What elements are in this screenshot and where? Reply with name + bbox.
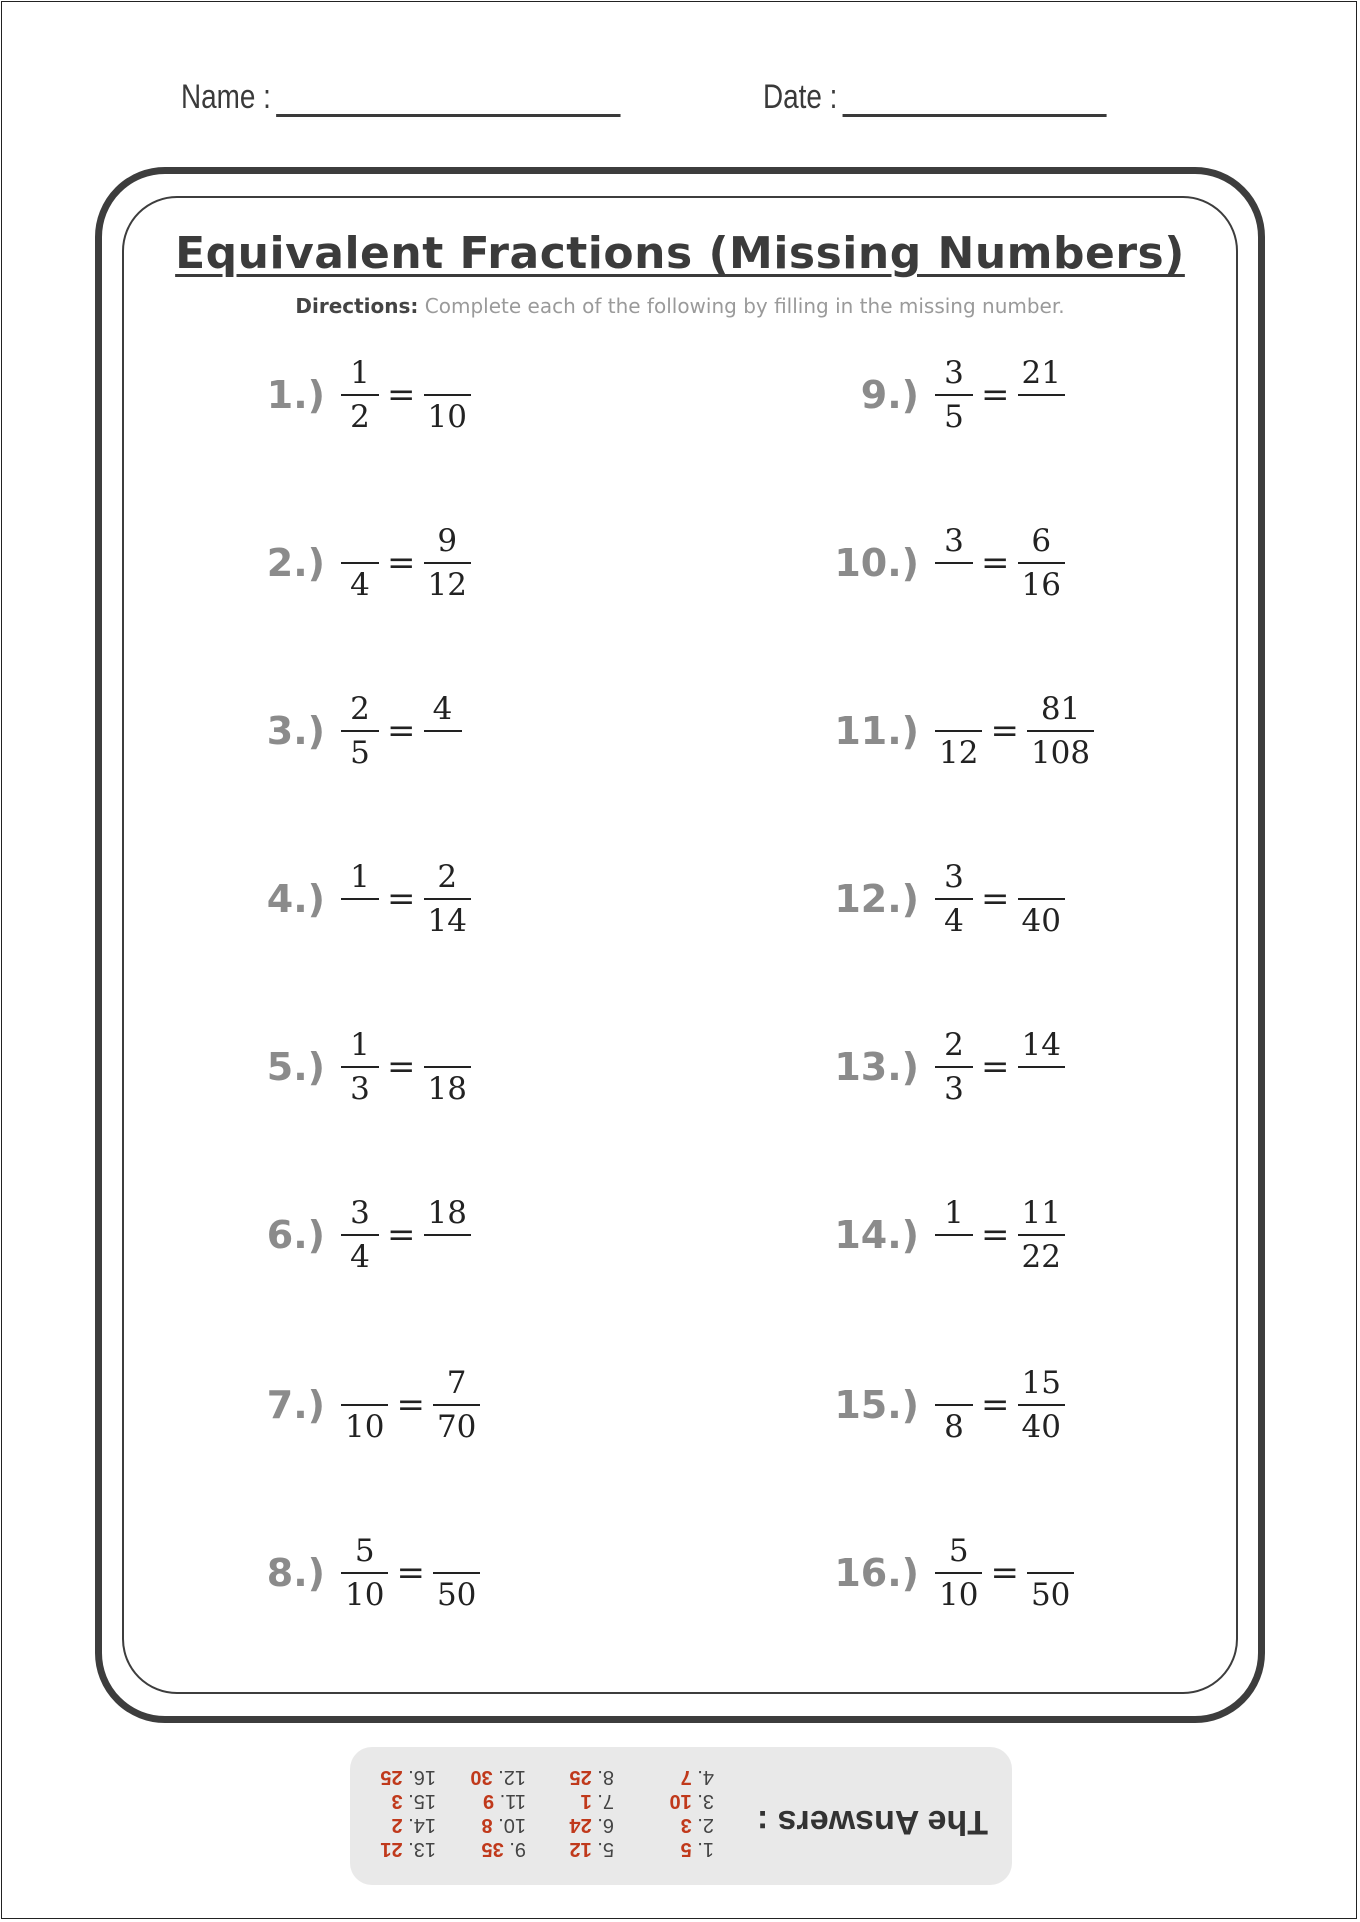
fraction-bar — [424, 394, 471, 396]
problem-number: 11.) — [834, 709, 919, 753]
right-numerator[interactable]: 6 — [1031, 523, 1052, 559]
answer-number: 3. — [697, 1790, 714, 1812]
right-numerator[interactable]: 9 — [437, 523, 458, 559]
directions-text: Complete each of the following by filling in the missing number. — [424, 294, 1065, 318]
fraction-bar — [341, 394, 379, 396]
name-label: Name : — [181, 78, 271, 116]
fraction-bar — [1018, 1066, 1065, 1068]
fraction-bar — [424, 730, 462, 732]
equals-sign: = — [387, 543, 416, 583]
left-denominator[interactable]: 4 — [350, 1239, 370, 1275]
answer-number: 1. — [697, 1838, 714, 1860]
left-numerator[interactable]: 3 — [944, 355, 964, 391]
answer-number: 16. — [408, 1766, 436, 1788]
equals-sign: = — [387, 711, 416, 751]
problem-4 — [266, 844, 471, 954]
answer-number: 5. — [597, 1838, 614, 1860]
answer-value: 24 — [569, 1814, 592, 1836]
right-fraction — [1018, 1026, 1065, 1108]
problem-9 — [860, 340, 1065, 450]
right-fraction — [424, 354, 471, 436]
left-denominator[interactable]: 8 — [944, 1409, 964, 1445]
answer-item — [570, 1765, 615, 1789]
left-fraction — [341, 522, 379, 604]
equals-sign: = — [387, 879, 416, 919]
fraction-bar — [341, 1066, 379, 1068]
right-fraction — [1027, 690, 1094, 772]
equals-sign: = — [396, 1385, 425, 1425]
problem-16 — [834, 1518, 1074, 1628]
right-numerator[interactable] — [428, 354, 466, 392]
left-numerator[interactable]: 3 — [944, 859, 964, 895]
fraction-bar — [1018, 394, 1065, 396]
date-field[interactable] — [763, 78, 1106, 117]
name-field[interactable] — [181, 78, 620, 117]
answer-item — [380, 1789, 436, 1813]
problem-number: 2.) — [266, 541, 325, 585]
answer-number: 10. — [498, 1814, 526, 1836]
right-numerator[interactable] — [1032, 1532, 1070, 1570]
equals-sign: = — [387, 1047, 416, 1087]
right-fraction — [424, 1026, 471, 1108]
right-denominator[interactable]: 40 — [1021, 903, 1061, 939]
right-fraction — [433, 1532, 480, 1614]
answer-item — [380, 1813, 436, 1837]
left-denominator[interactable]: 10 — [345, 1409, 385, 1445]
fraction-bar — [1027, 1572, 1074, 1574]
left-denominator[interactable]: 10 — [939, 1577, 979, 1613]
right-fraction — [1018, 1194, 1065, 1276]
answer-column — [470, 1765, 526, 1861]
fraction-bar — [341, 730, 379, 732]
answer-value: 7 — [680, 1766, 692, 1788]
fraction-bar — [341, 1234, 379, 1236]
equation — [935, 340, 1065, 450]
fraction-bar — [424, 562, 471, 564]
problem-8 — [266, 1518, 480, 1628]
answer-item — [570, 1789, 615, 1813]
right-denominator[interactable]: 50 — [436, 1577, 477, 1613]
equation — [341, 1180, 471, 1290]
fraction-bar — [935, 394, 973, 396]
left-numerator[interactable]: 1 — [350, 859, 370, 895]
answer-number: 8. — [597, 1766, 614, 1788]
answer-value: 30 — [470, 1766, 493, 1788]
problem-5 — [266, 1012, 471, 1122]
right-denominator[interactable]: 22 — [1021, 1239, 1061, 1275]
answer-item — [470, 1813, 526, 1837]
fraction-bar — [424, 898, 471, 900]
answer-number: 2. — [697, 1814, 714, 1836]
problem-14 — [834, 1180, 1065, 1290]
left-fraction — [935, 522, 973, 604]
left-fraction — [935, 1194, 973, 1276]
equation — [341, 1518, 480, 1628]
right-fraction — [1027, 1532, 1074, 1614]
fraction-bar — [424, 1066, 471, 1068]
left-denominator[interactable] — [935, 1238, 973, 1276]
problem-number: 8.) — [266, 1551, 325, 1595]
fraction-bar — [935, 1234, 973, 1236]
problem-number: 7.) — [266, 1383, 325, 1427]
equals-sign: = — [387, 1215, 416, 1255]
equals-sign: = — [981, 375, 1010, 415]
answer-item — [670, 1789, 715, 1813]
problem-number: 5.) — [266, 1045, 325, 1089]
answer-number: 9. — [509, 1838, 526, 1860]
right-numerator[interactable]: 2 — [437, 859, 458, 895]
problem-13 — [834, 1012, 1065, 1122]
answer-number: 7. — [597, 1790, 614, 1812]
right-denominator[interactable]: 12 — [427, 567, 467, 603]
worksheet-inner-frame — [122, 196, 1238, 1694]
answer-value: 3 — [680, 1814, 692, 1836]
left-numerator[interactable]: 2 — [350, 691, 370, 727]
left-numerator[interactable]: 1 — [350, 355, 370, 391]
left-denominator[interactable]: 5 — [350, 735, 370, 771]
equals-sign: = — [990, 711, 1019, 751]
left-fraction — [341, 354, 379, 436]
left-fraction — [341, 1026, 379, 1108]
equation — [935, 1012, 1065, 1122]
right-numerator[interactable]: 11 — [1021, 1195, 1061, 1231]
fraction-bar — [935, 730, 982, 732]
answer-number: 4. — [697, 1766, 714, 1788]
problem-2 — [266, 508, 471, 618]
answer-number: 13. — [408, 1838, 436, 1860]
equation — [935, 1350, 1065, 1460]
right-numerator[interactable]: 21 — [1021, 355, 1061, 391]
right-numerator[interactable] — [438, 1532, 476, 1570]
right-fraction — [1018, 354, 1065, 436]
directions-label: Directions: — [295, 294, 419, 318]
equation — [341, 1012, 471, 1122]
fraction-bar — [935, 1572, 982, 1574]
answer-column — [380, 1765, 436, 1861]
answer-value: 3 — [391, 1790, 403, 1812]
problem-number: 4.) — [266, 877, 325, 921]
answer-item — [380, 1765, 436, 1789]
answer-value: 9 — [482, 1790, 495, 1812]
left-fraction — [935, 354, 973, 436]
answer-value: 2 — [391, 1814, 403, 1836]
equals-sign: = — [981, 879, 1010, 919]
fraction-bar — [935, 562, 973, 564]
problem-number: 3.) — [266, 709, 325, 753]
right-numerator[interactable]: 18 — [427, 1195, 467, 1231]
answer-value: 8 — [481, 1814, 493, 1836]
answer-item — [470, 1789, 526, 1813]
answer-number: 6. — [597, 1814, 614, 1836]
answer-item — [570, 1813, 615, 1837]
left-numerator[interactable]: 3 — [350, 1195, 370, 1231]
answer-item — [670, 1813, 715, 1837]
answer-value: 1 — [580, 1790, 592, 1812]
problem-number: 9.) — [860, 373, 919, 417]
left-denominator[interactable]: 3 — [944, 1071, 964, 1107]
answer-value: 25 — [380, 1766, 403, 1788]
left-fraction — [341, 690, 379, 772]
equation — [935, 844, 1065, 954]
left-numerator[interactable]: 2 — [944, 1027, 964, 1063]
right-numerator[interactable] — [1022, 858, 1060, 896]
left-denominator[interactable]: 12 — [939, 735, 979, 771]
right-denominator[interactable]: 16 — [1021, 567, 1061, 603]
right-denominator[interactable]: 50 — [1030, 1577, 1071, 1613]
right-denominator[interactable]: 108 — [1030, 735, 1091, 771]
equation — [341, 1350, 480, 1460]
answer-value: 25 — [569, 1766, 592, 1788]
right-fraction — [424, 858, 471, 940]
left-numerator[interactable] — [940, 690, 978, 728]
left-denominator[interactable]: 10 — [345, 1577, 385, 1613]
problem-number: 14.) — [834, 1213, 919, 1257]
equation — [341, 340, 471, 450]
equation — [341, 676, 462, 786]
answer-number: 11. — [499, 1790, 526, 1812]
fraction-bar — [424, 1234, 471, 1236]
right-denominator[interactable] — [424, 734, 462, 772]
fraction-bar — [341, 1404, 388, 1406]
left-denominator[interactable]: 4 — [944, 903, 964, 939]
answer-item — [470, 1765, 526, 1789]
answer-number: 15. — [408, 1790, 436, 1812]
answer-value: 21 — [380, 1838, 403, 1860]
right-numerator[interactable]: 15 — [1021, 1365, 1061, 1401]
date-line[interactable] — [842, 84, 1106, 117]
answer-column — [670, 1765, 715, 1861]
fraction-bar — [341, 1572, 388, 1574]
answer-key-title: The Answers : — [756, 1803, 988, 1841]
answer-item — [670, 1837, 715, 1861]
left-fraction — [935, 690, 982, 772]
right-fraction — [1018, 858, 1065, 940]
left-fraction — [935, 1532, 982, 1614]
left-fraction — [935, 1026, 973, 1108]
left-fraction — [341, 1194, 379, 1276]
answer-value: 35 — [481, 1838, 504, 1860]
fraction-bar — [935, 1404, 973, 1406]
right-numerator[interactable]: 4 — [432, 691, 453, 727]
fraction-bar — [433, 1404, 480, 1406]
answer-item — [570, 1837, 615, 1861]
left-fraction — [341, 1532, 388, 1614]
problem-number: 10.) — [834, 541, 919, 585]
left-numerator[interactable] — [346, 1364, 384, 1402]
equation — [935, 1180, 1065, 1290]
equation — [341, 508, 471, 618]
left-numerator[interactable]: 5 — [354, 1533, 375, 1569]
right-fraction — [424, 1194, 471, 1276]
right-fraction — [433, 1364, 480, 1446]
fraction-bar — [341, 898, 379, 900]
right-denominator[interactable] — [1022, 1070, 1060, 1108]
equation — [935, 1518, 1074, 1628]
answer-value: 5 — [680, 1838, 692, 1860]
left-fraction — [341, 1364, 388, 1446]
problem-number: 6.) — [266, 1213, 325, 1257]
left-numerator[interactable]: 1 — [944, 1195, 964, 1231]
problem-7 — [266, 1350, 480, 1460]
right-numerator[interactable]: 14 — [1021, 1027, 1061, 1063]
equals-sign: = — [990, 1553, 1019, 1593]
left-denominator[interactable]: 5 — [944, 399, 964, 435]
equals-sign: = — [981, 1215, 1010, 1255]
equals-sign: = — [981, 543, 1010, 583]
fraction-bar — [935, 898, 973, 900]
equals-sign: = — [981, 1385, 1010, 1425]
right-denominator[interactable]: 70 — [436, 1409, 477, 1445]
left-numerator[interactable]: 5 — [948, 1533, 969, 1569]
equals-sign: = — [396, 1553, 425, 1593]
answer-value: 10 — [669, 1790, 692, 1812]
answer-item — [670, 1765, 715, 1789]
left-denominator[interactable] — [341, 902, 379, 940]
right-denominator[interactable]: 40 — [1021, 1409, 1061, 1445]
equals-sign: = — [387, 375, 416, 415]
problem-number: 13.) — [834, 1045, 919, 1089]
fraction-bar — [1018, 898, 1065, 900]
equation — [341, 844, 471, 954]
fraction-bar — [1018, 562, 1065, 564]
fraction-bar — [1018, 1404, 1065, 1406]
problem-number: 12.) — [834, 877, 919, 921]
equation — [935, 508, 1065, 618]
left-numerator[interactable]: 1 — [350, 1027, 370, 1063]
right-numerator[interactable] — [428, 1026, 466, 1064]
fraction-bar — [1027, 730, 1094, 732]
problem-number: 1.) — [266, 373, 325, 417]
left-denominator[interactable]: 3 — [350, 1071, 370, 1107]
right-numerator[interactable]: 7 — [446, 1365, 467, 1401]
fraction-bar — [433, 1572, 480, 1574]
answer-item — [470, 1837, 526, 1861]
problem-number: 15.) — [834, 1383, 919, 1427]
date-label: Date : — [763, 78, 838, 116]
left-numerator[interactable]: 3 — [944, 523, 964, 559]
right-denominator[interactable]: 14 — [427, 903, 467, 939]
equals-sign: = — [981, 1047, 1010, 1087]
equation — [935, 676, 1094, 786]
left-numerator[interactable] — [935, 1364, 973, 1402]
answer-column — [570, 1765, 615, 1861]
answer-value: 12 — [569, 1838, 592, 1860]
left-numerator[interactable] — [341, 522, 379, 560]
right-fraction — [424, 522, 471, 604]
fraction-bar — [935, 1066, 973, 1068]
right-denominator[interactable]: 18 — [427, 1071, 467, 1107]
fraction-bar — [341, 562, 379, 564]
problem-6 — [266, 1180, 471, 1290]
fraction-bar — [1018, 1234, 1065, 1236]
problem-1 — [266, 340, 471, 450]
answer-key — [350, 1747, 1012, 1885]
problem-number: 16.) — [834, 1551, 919, 1595]
right-denominator[interactable] — [1022, 398, 1060, 436]
answer-item — [380, 1837, 436, 1861]
problem-3 — [266, 676, 462, 786]
answer-number: 12. — [498, 1766, 526, 1788]
answer-number: 14. — [408, 1814, 436, 1836]
right-fraction — [424, 690, 462, 772]
problem-11 — [834, 676, 1094, 786]
left-denominator[interactable]: 2 — [350, 399, 370, 435]
left-fraction — [935, 858, 973, 940]
right-fraction — [1018, 522, 1065, 604]
name-line[interactable] — [276, 84, 620, 117]
right-denominator[interactable] — [428, 1238, 466, 1276]
right-numerator[interactable]: 81 — [1040, 691, 1081, 727]
right-denominator[interactable]: 10 — [427, 399, 467, 435]
left-fraction — [341, 858, 379, 940]
left-denominator[interactable] — [935, 566, 973, 604]
problem-12 — [834, 844, 1065, 954]
problem-10 — [834, 508, 1065, 618]
left-denominator[interactable]: 4 — [350, 567, 370, 603]
worksheet-title: Equivalent Fractions (Missing Numbers) — [175, 228, 1185, 279]
problem-15 — [834, 1350, 1065, 1460]
left-fraction — [935, 1364, 973, 1446]
right-fraction — [1018, 1364, 1065, 1446]
directions — [0, 294, 1360, 318]
